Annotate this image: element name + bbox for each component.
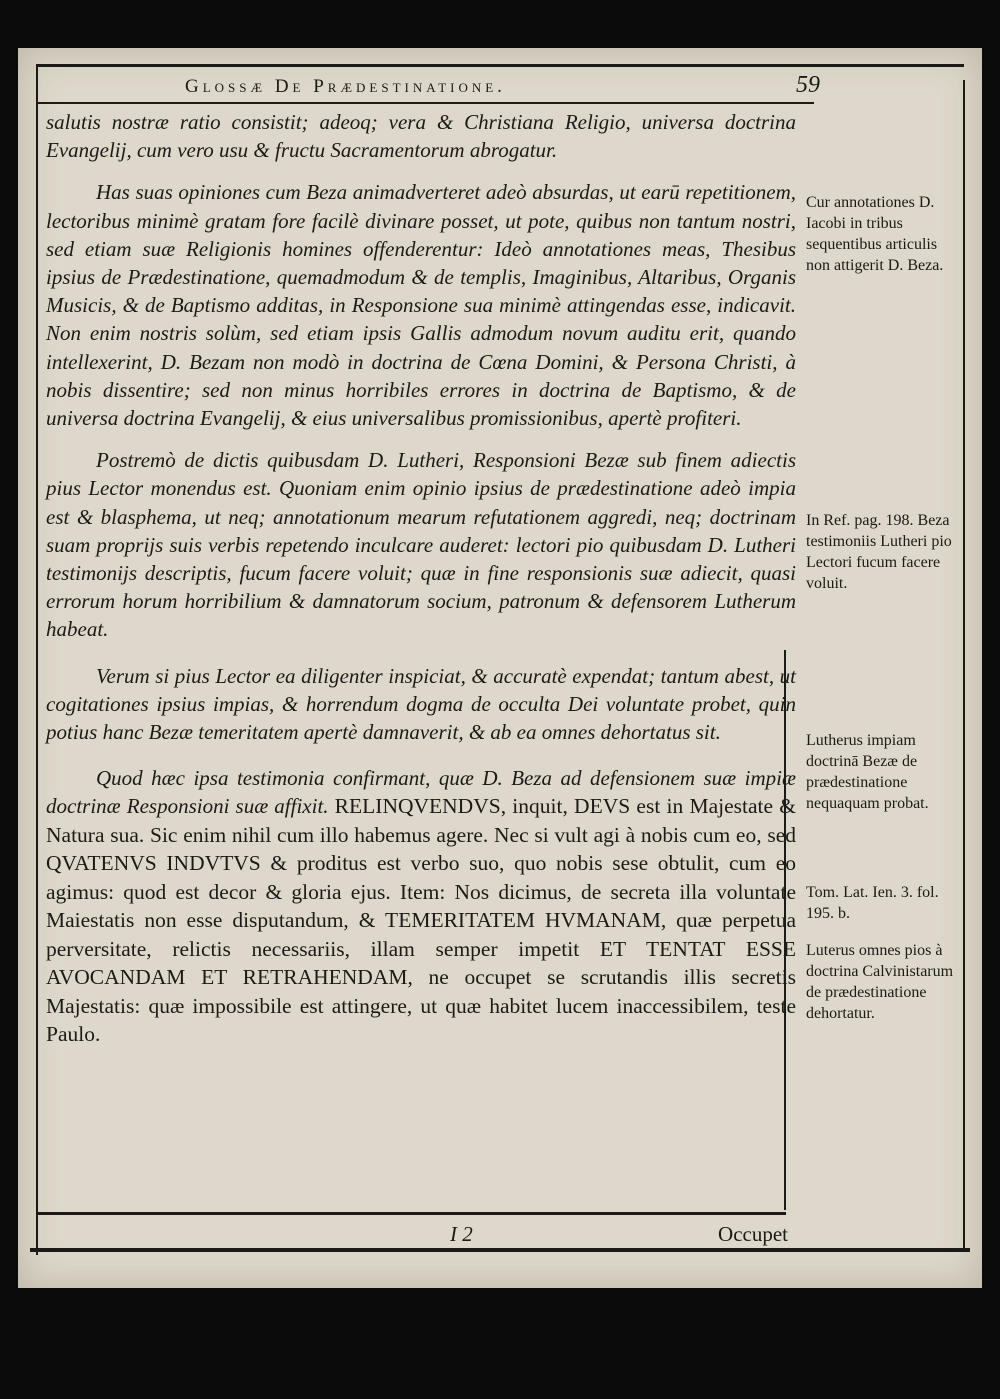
- margin-note-1: Cur annotationes D. Iacobi in tribus sequentibus articulis non attigerit D. Beza.: [806, 194, 944, 274]
- margin-note-3: Lutherus impiam doctrinā Bezæ de prædestinatione nequaquam probat.: [806, 732, 929, 812]
- page-footer: [40, 1222, 788, 1250]
- top-border-rule: [36, 64, 964, 67]
- column-divider-rule: [784, 650, 786, 1210]
- paragraph-5-italic: Quod hæc ipsa testimonia confirmant, quæ D. Beza ad defensionem suæ impiæ doctrinæ Responsioni suæ affixit.: [46, 766, 796, 819]
- paragraph-5: [46, 764, 796, 1049]
- signature-mark: I 2: [450, 1222, 473, 1246]
- bottom-border-rule: [30, 1248, 970, 1252]
- paragraph-2: Has suas opiniones cum Beza animadverteret adeò absurdas, ut earū repetitionem, lectoribus minimè gratam fore facilè divinare posset, ut pote, quibus non tantum nostri, sed etiam suæ Religionis homines offenderentur: Ideò annotationes meas, Thesibus ipsius de Prædestinatione, quemadmodum & de templis, Imaginibus, Altaribus, Organis Musicis, & de Baptismo additas, in Responsione sua minimè attingendas esse, indicavit. Non enim nostris solùm, sed etiam ipsis Gallis admodum novum auditu erit, quando intellexerint, D. Bezam non modò in doctrina de Cœna Domini, & Persona Christi, à nobis dissentire; sed non minus horribiles errores in doctrina de Baptismo, & de universa doctrina Evangelij, & eius universalibus promissionibus, apertè profiteri.: [46, 180, 796, 431]
- margin-note-5: Luterus omnes pios à doctrina Calvinistarum de prædestinatione dehortatur.: [806, 942, 954, 1022]
- left-frame-rule: [36, 65, 38, 1255]
- paragraph-5-quotation: RELINQVENDVS, inquit, DEVS est in Majestate & Natura sua. Sic enim nihil cum illo habemus agere. Nec si vult agi à nobis cum eo, sed QVATENVS INDVTVS & proditus est verbo suo, quo nobis sese obtulit, cum eo agimus: quod est decor & gloria ejus. Item: Nos dicimus, de secreta illa voluntate Maiestatis non esse disputandum, & TEMERITATEM HVMANAM, quæ perpetua perversitate, relictis necessariis, illam semper impetit ET TENTAT ESSE AVOCANDAM ET RETRAHENDAM, ne occupet se scrutandis illis secretis Majestatis: quæ impossibile est attingere, ut quæ habitet lucem inaccessibilem, teste Paulo.: [46, 794, 796, 1047]
- margin-note-2: In Ref. pag. 198. Beza testimoniis Lutheri pio Lectori fucum facere voluit.: [806, 512, 952, 592]
- page-number: 59: [796, 72, 820, 98]
- body-end-rule: [38, 1212, 786, 1215]
- page-header: [40, 72, 820, 100]
- paragraph-1: salutis nostræ ratio consistit; adeoq; vera & Christiana Religio, universa doctrina Evangelij, cum vero usu & fructu Sacramentorum abrogatur.: [46, 110, 796, 163]
- running-title: Glossæ De Prædestinatione.: [185, 76, 506, 97]
- catchword: Occupet: [718, 1222, 788, 1246]
- header-rule: [38, 102, 814, 104]
- right-frame-rule: [963, 80, 965, 1250]
- main-text-column: [46, 108, 796, 1049]
- paragraph-3: Postremò de dictis quibusdam D. Lutheri, Responsioni Bezæ sub finem adiectis pius Lector monendus est. Quoniam enim opinio ipsius de prædestinatione adeò impia est & blasphema, ut neq; annotationum mearum refutationem aggredi, neq; doctrinam suam proprijs suis verbis repetendo inculcare auderet: lectori pio quibusdam D. Lutheri testimonijs descriptis, fucum facere voluit; quæ in fine responsionis suæ adiecit, quasi errorum horum horribilium & damnatorum socium, patronum & defensorem Lutherum habeat.: [46, 448, 796, 642]
- paragraph-4: Verum si pius Lector ea diligenter inspiciat, & accuratè expendat; tantum abest, ut cogitationes ipsius impias, & horrendum dogma de occulta Dei voluntate probet, quin potius hanc Bezæ temeritatem apertè damnaverit, & ab ea omnes dehortatus sit.: [46, 663, 796, 745]
- margin-note-4: Tom. Lat. Ien. 3. fol. 195. b.: [806, 884, 939, 922]
